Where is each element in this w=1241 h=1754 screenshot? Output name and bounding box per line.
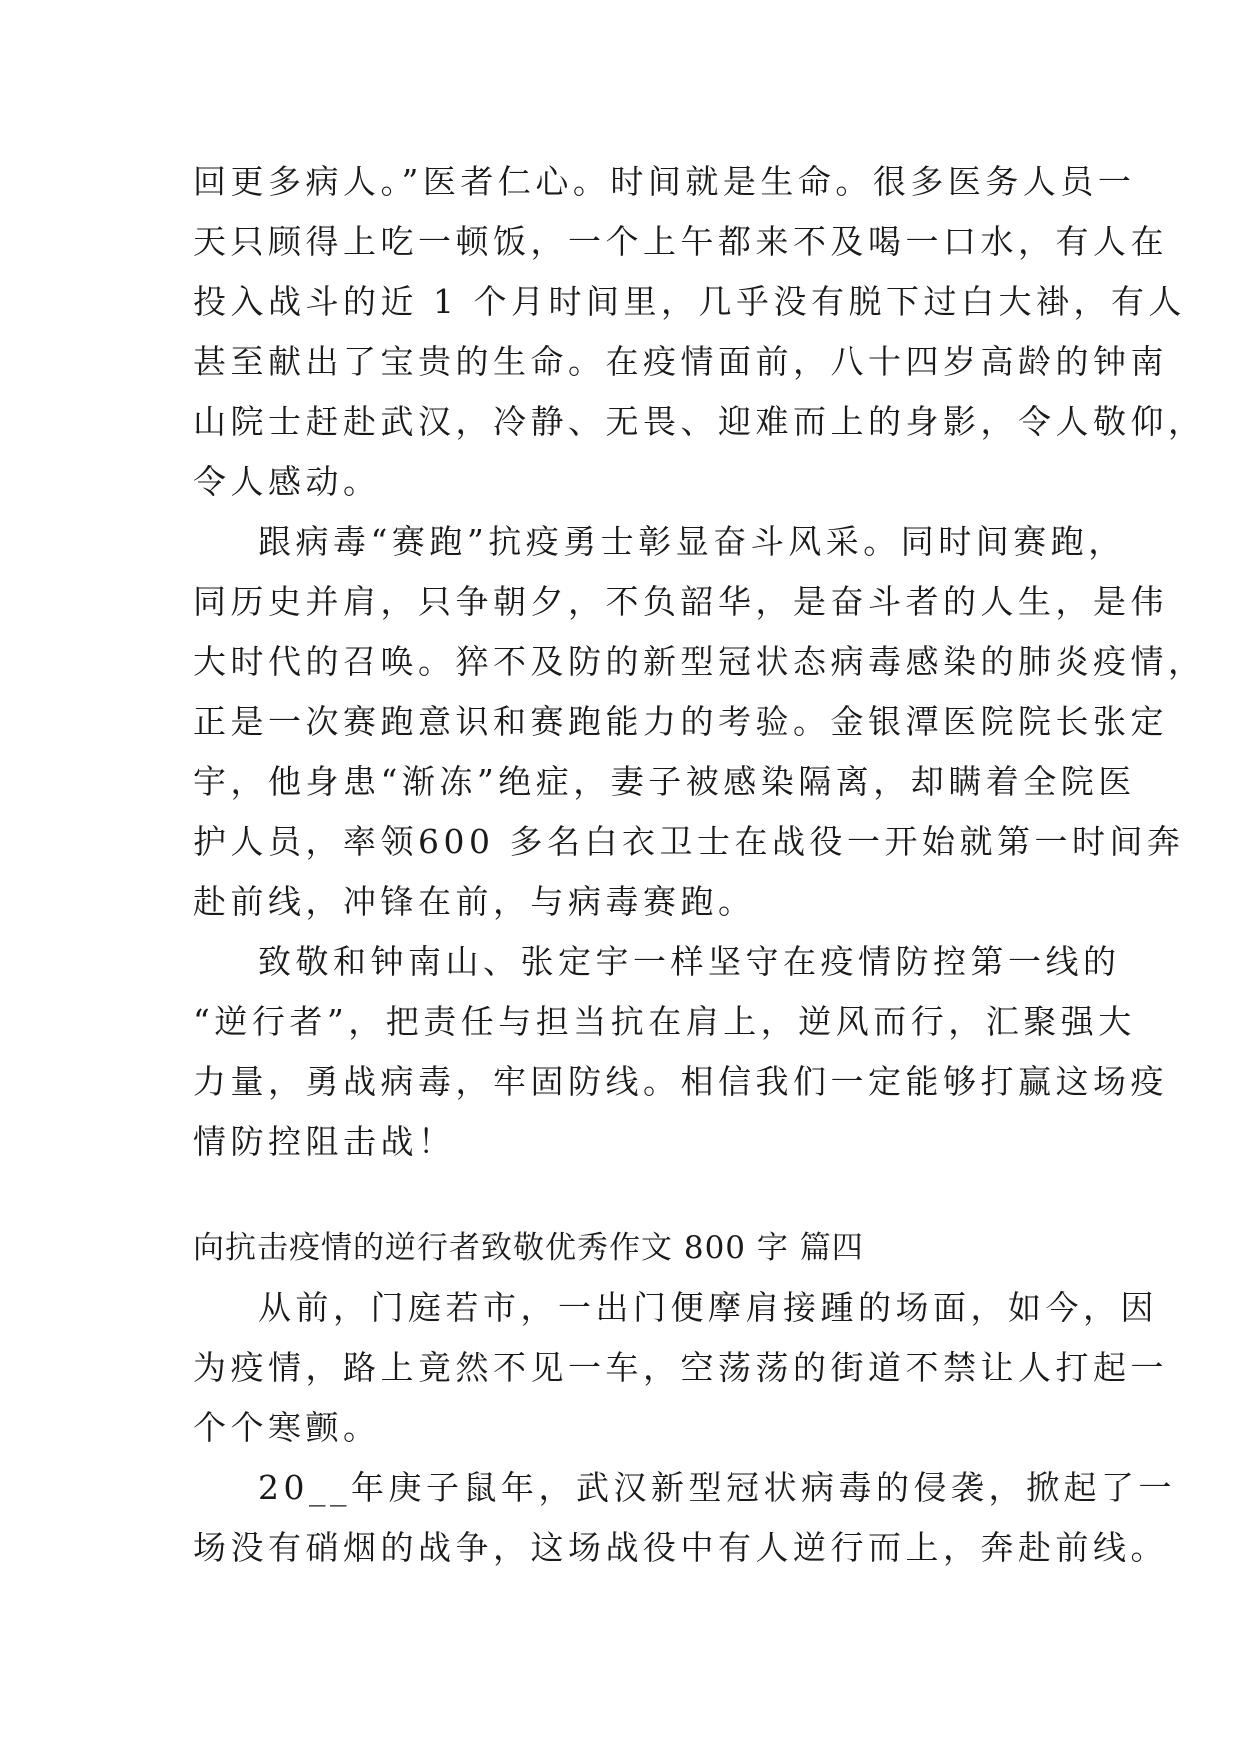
paragraph-line: 20__年庚子鼠年，武汉新型冠状病毒的侵袭，掀起了一 — [258, 1468, 1176, 1507]
paragraph-line: 山院士赶赴武汉，冷静、无畏、迎难而上的身影，令人敬仰， — [193, 402, 1206, 441]
paragraph-line: 大时代的召唤。猝不及防的新型冠状态病毒感染的肺炎疫情， — [193, 642, 1206, 681]
paragraph-line: 天只顾得上吃一顿饭，一个上午都来不及喝一口水，有人在 — [193, 222, 1168, 261]
paragraph-line: 场没有硝烟的战争，这场战役中有人逆行而上，奔赴前线。 — [193, 1528, 1168, 1567]
paragraph-line: 甚至献出了宝贵的生命。在疫情面前，八十四岁高龄的钟南 — [193, 342, 1168, 381]
section-heading: 向抗击疫情的逆行者致敬优秀作文 800 字 篇四 — [193, 1230, 864, 1266]
paragraph-line: 从前，门庭若市，一出门便摩肩接踵的场面，如今，因 — [258, 1288, 1158, 1327]
paragraph-line: 情防控阻击战！ — [193, 1122, 456, 1161]
paragraph-line: 宇，他身患“渐冻”绝症，妻子被感染隔离，却瞒着全院医 — [193, 762, 1136, 801]
paragraph-line: 赴前线，冲锋在前，与病毒赛跑。 — [193, 882, 756, 921]
paragraph-line: 跟病毒“赛跑”抗疫勇士彰显奋斗风采。同时间赛跑， — [258, 522, 1126, 561]
paragraph-line: 护人员，率领600 多名白衣卫士在战役一开始就第一时间奔 — [193, 822, 1185, 861]
paragraph-line: 个个寒颤。 — [193, 1408, 381, 1447]
paragraph-line: “逆行者”，把责任与担当抗在肩上，逆风而行，汇聚强大 — [193, 1002, 1136, 1041]
paragraph-line: 回更多病人。”医者仁心。时间就是生命。很多医务人员一 — [193, 162, 1136, 201]
paragraph-line: 为疫情，路上竟然不见一车，空荡荡的街道不禁让人打起一 — [193, 1348, 1168, 1387]
paragraph-line: 令人感动。 — [193, 462, 381, 501]
paragraph-line: 投入战斗的近 1 个月时间里，几乎没有脱下过白大褂，有人 — [193, 282, 1186, 321]
paragraph-line: 力量，勇战病毒，牢固防线。相信我们一定能够打赢这场疫 — [193, 1062, 1168, 1101]
paragraph-line: 同历史并肩，只争朝夕，不负韶华，是奋斗者的人生，是伟 — [193, 582, 1168, 621]
paragraph-line: 正是一次赛跑意识和赛跑能力的考验。金银潭医院院长张定 — [193, 702, 1168, 741]
paragraph-line: 致敬和钟南山、张定宇一样坚守在疫情防控第一线的 — [258, 942, 1121, 981]
